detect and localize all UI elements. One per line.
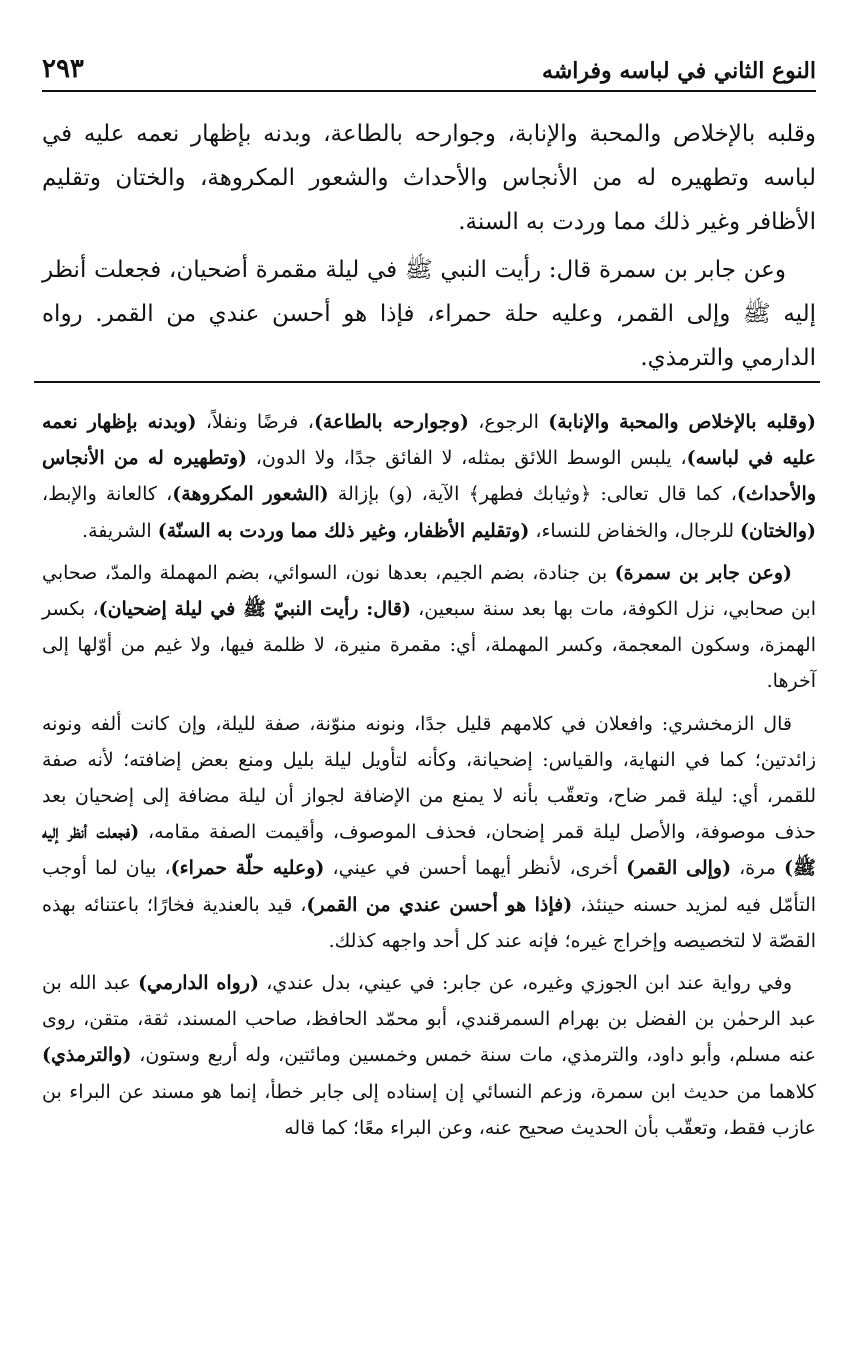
commentary-run: ، فرضًا ونفلاً،: [196, 411, 314, 433]
commentary-run: للرجال، والخفاض للنساء،: [529, 519, 741, 542]
commentary-run: ، بكسر الهمزة، وسكون المعجمة، وكسر المهملة، أي: مقمرة منيرة، لا ظلمة فيها، ولا غيم من أوّلها إلى آخرها.: [42, 598, 816, 693]
main-text-paragraph-2: وعن جابر بن سمرة قال: رأيت النبي ﷺ في ليلة مقمرة أضحيان، فجعلت أنظر إليه ﷺ وإلى القمر، وعليه حلة حمراء، فإذا هو أحسن عندي من القمر. رواه الدارمي والترمذي.: [42, 257, 816, 371]
commentary-run: ، كما قال تعالى: ﴿وثيابك فطهر﴾ الآية، (و) بإزالة: [328, 483, 737, 506]
commentary-run: قال الزمخشري: وافعلان في كلامهم قليل جدًا، ونونه منوّنة، صفة لليلة، وإن كانت ألفه ونونه زائدتين؛ كما في النهاية، والقياس: إضحيانة، وكأنه لتأويل ليلة بليل ومنع بعض إضافته؛ لأنه صفة للقمر، أي: ليلة قمر ضاح، وتعقّب بأنه لا يمنع من الإضافة لجواز أن ليلة مضافة إلى إضحيان بعد حذف موصوفة، والأصل ليلة قمر إضحان، فحذف الموصوف، وأقيمت الصفة مقامه،: [42, 712, 816, 844]
quoted-phrase: (الشعور المكروهة): [172, 483, 329, 506]
commentary-run: ، قيد بالعندية فخارًا؛ باعتنائه بهذه القصّة لا لتخصيصه وإخراج غيره؛ فإنه عند كل أحد واجهه كذلك.: [42, 893, 816, 952]
quoted-phrase: (والختان): [740, 519, 816, 542]
page-header: [42, 52, 816, 92]
quoted-phrase: (فإذا هو أحسن عندي من القمر): [306, 893, 573, 916]
quoted-phrase: (والترمذي): [42, 1044, 132, 1067]
quoted-phrase: (قال: رأيت النبيّ ﷺ في ليلة إضحيان): [98, 598, 411, 621]
commentary-paragraph-2: [42, 555, 816, 700]
main-text: [42, 112, 816, 380]
commentary-run: ، بيان لما أوجب التأمّل فيه لمزيد حسنه حينئذ،: [42, 857, 816, 916]
commentary-paragraph-1: [42, 404, 816, 549]
quoted-phrase: (وعن جابر بن سمرة): [614, 561, 793, 584]
quoted-phrase: (فجعلت أنظر إليه ﷺ): [42, 821, 816, 880]
commentary-run: أخرى، لأنظر أيهما أحسن في عيني،: [324, 857, 627, 880]
quoted-phrase: (رواه الدارمي): [138, 972, 259, 995]
commentary-paragraph-4: [42, 965, 816, 1146]
commentary-run: وفي رواية عند ابن الجوزي وغيره، عن جابر: في عيني، بدل عندي،: [258, 972, 793, 995]
commentary-run: مرة،: [731, 857, 785, 880]
quoted-phrase: (وتقليم الأظفار، وغير ذلك مما وردت به السنّة): [157, 519, 530, 542]
main-text-paragraph-1: وقلبه بالإخلاص والمحبة والإنابة، وجوارحه بالطاعة، وبدنه بإظهار نعمه عليه في لباسه وتطهيره له من الأنجاس والأحداث والشعور المكروهة، والختان وتقليم الأظافر وغير ذلك مما وردت به السنة.: [42, 121, 816, 235]
section-divider: [34, 381, 820, 383]
running-title: النوع الثاني في لباسه وفراشه: [542, 58, 816, 84]
commentary-run: ، يلبس الوسط اللائق بمثله، لا الفائق جدًا، ولا الدون،: [247, 447, 687, 470]
commentary-run: الرجوع،: [468, 411, 549, 433]
commentary-run: بن جنادة، بضم الجيم، بعدها نون، السوائي، بضم المهملة والمدّ، صحابي ابن صحابي، نزل الكوفة، مات بها بعد سنة سبعين،: [42, 561, 816, 621]
quoted-phrase: (وتطهيره له من الأنجاس والأحداث): [42, 447, 816, 506]
commentary-run: ، كالعانة والإبط،: [42, 483, 173, 506]
commentary-paragraph-3: [42, 706, 816, 959]
commentary-run: كلاهما من حديث ابن سمرة، وزعم النسائي إن إسناده إلى جابر خطأ، إنما هو مسند عن البراء بن عازب فقط، وتعقّب بأن الحديث صحيح عنه، وعن البراء معًا؛ كما قاله: [42, 1080, 816, 1139]
quoted-phrase: (وعليه حلّة حمراء): [170, 857, 325, 880]
quoted-phrase: (وبدنه بإظهار نعمه عليه في لباسه): [42, 411, 816, 470]
commentary-text: [42, 404, 816, 1146]
commentary-run: الشريفة.: [82, 519, 158, 542]
quoted-phrase: (وجوارحه بالطاعة): [313, 411, 469, 433]
quoted-phrase: (وقلبه بالإخلاص والمحبة والإنابة): [548, 411, 816, 433]
commentary-run: عبد الله بن عبد الرحمٰن بن الفضل بن بهرام السمرقندي، أبو محمّد الحافظ، صاحب المسند، ثقة، متقن، روى عنه مسلم، وأبو داود، والترمذي، مات سنة خمس وخمسين ومائتين، وله أربع وستون،: [42, 972, 816, 1067]
quoted-phrase: (وإلى القمر): [626, 857, 732, 880]
page-number: ٢٩٣: [42, 54, 84, 84]
